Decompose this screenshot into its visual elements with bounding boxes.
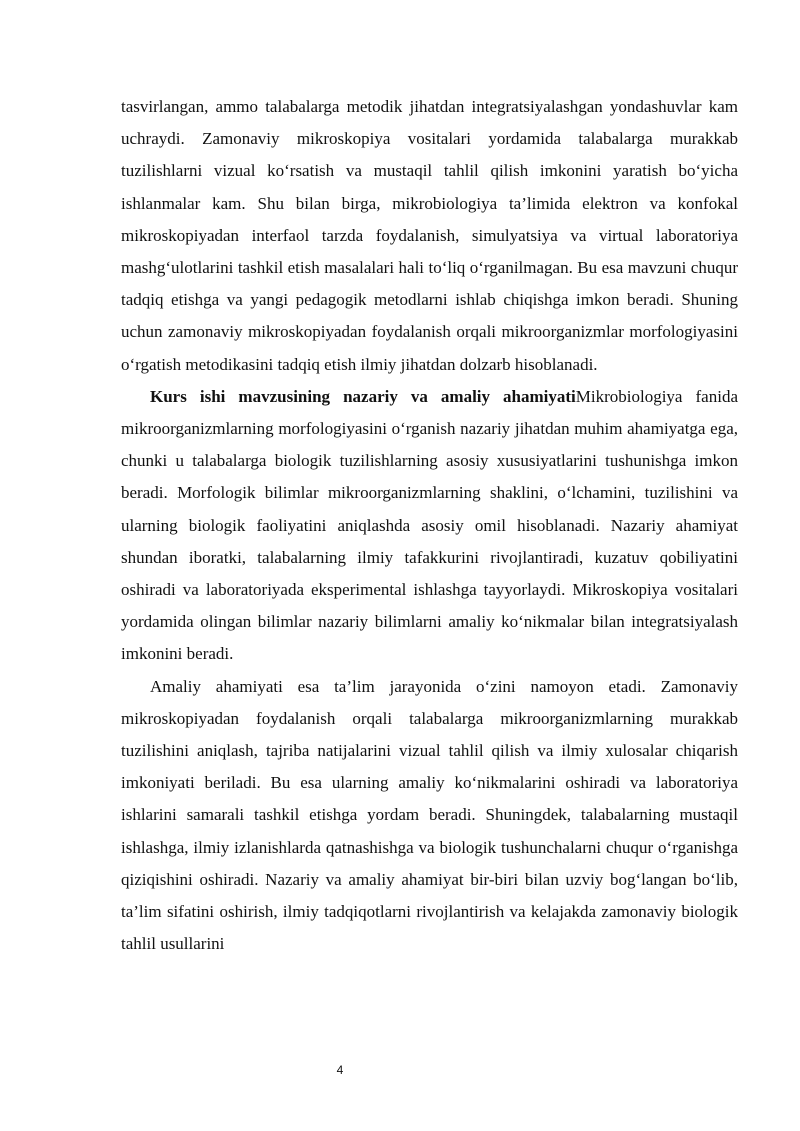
paragraph-significance — [121, 381, 738, 671]
section-heading-inline: Kurs ishi mavzusining nazariy va amaliy ahamiyati — [150, 386, 576, 406]
paragraph-continuation — [121, 91, 738, 381]
document-page — [121, 91, 738, 960]
paragraph-practical — [121, 671, 738, 961]
paragraph-text: Mikrobiologiya fanida mikroorganizmlarning morfologiyasini o‘rganish nazariy jihatdan muhim ahamiyatga ega, chunki u talabalarga biologik tuzilishlarning asosiy xususiyatlarini tushunishga imkon beradi. Morfologik bilimlar mikroorganizmlarning shaklini, o‘lchamini, tuzilishini va ularning biologik faoliyatini aniqlashda asosiy omil hisoblanadi. Nazariy ahamiyat shundan iboratki, talabalarning ilmiy tafakkurini rivojlantiradi, kuzatuv qobiliyatini oshiradi va laboratoriyada eksperimental ishlashga tayyorlaydi. Mikroskopiya vositalari yordamida olingan bilimlar nazariy bilimlarni amaliy ko‘nikmalar bilan integratsiyalash imkonini beradi. — [121, 386, 738, 664]
page-number: 4 — [336, 1063, 344, 1077]
paragraph-text: Amaliy ahamiyati esa ta’lim jarayonida o‘zini namoyon etadi. Zamonaviy mikroskopiyadan foydalanish orqali talabalarga mikroorganizmlarning murakkab tuzilishini aniqlash, tajriba natijalarini vizual tahlil qilish va ilmiy xulosalar chiqarish imkoniyati beriladi. Bu esa ularning amaliy ko‘nikmalarini oshiradi va laboratoriya ishlarini samarali tashkil etishga yordam beradi. Shuningdek, talabalarning mustaqil ishlashga, ilmiy izlanishlarda qatnashishga va biologik tushunchalarni chuqur o‘rganishga qiziqishini oshiradi. Nazariy va amaliy ahamiyat bir-biri bilan uzviy bog‘langan bo‘lib, ta’lim sifatini oshirish, ilmiy tadqiqotlarni rivojlantirish va kelajakda zamonaviy biologik tahlil usullarini — [121, 676, 738, 954]
paragraph-text: tasvirlangan, ammo talabalarga metodik jihatdan integratsiyalashgan yondashuvlar kam uchraydi. Zamonaviy mikroskopiya vositalari yordamida talabalarga murakkab tuzilishlarni vizual ko‘rsatish va mustaqil tahlil qilish imkonini yaratish bo‘yicha ishlanmalar kam. Shu bilan birga, mikrobiologiya ta’limida elektron va konfokal mikroskopiyadan interfaol tarzda foydalanish, simulyatsiya va virtual laboratoriya mashg‘ulotlarini tashkil etish masalalari hali to‘liq o‘rganilmagan. Bu esa mavzuni chuqur tadqiq etishga va yangi pedagogik metodlarni ishlab chiqishga imkon beradi. Shuning uchun zamonaviy mikroskopiyadan foydalanish orqali mikroorganizmlar morfologiyasini o‘rgatish metodikasini tadqiq etish ilmiy jihatdan dolzarb hisoblanadi. — [121, 97, 738, 374]
